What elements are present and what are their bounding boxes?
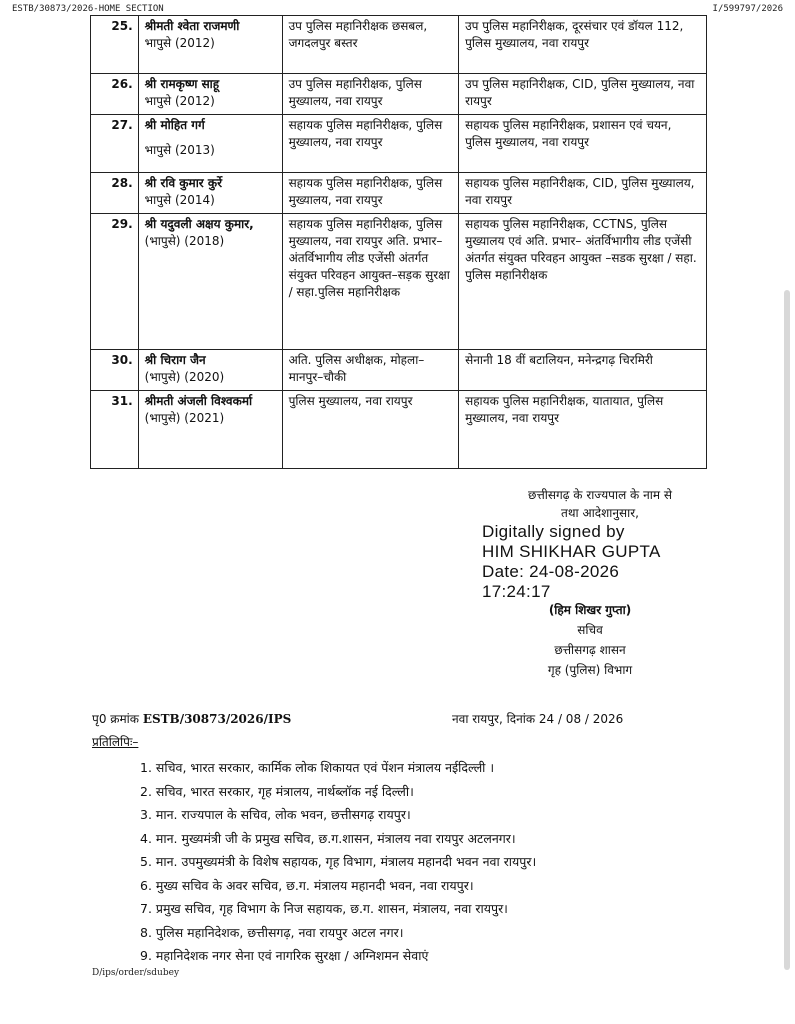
officer-service: भापुसे (2014) (144, 193, 215, 207)
officer-cell (138, 391, 282, 469)
order-authority (470, 486, 730, 522)
officer-name: श्री यदुवली अक्षय कुमार, (144, 217, 254, 231)
officer-service: भापुसे (2012) (144, 94, 215, 108)
scrollbar[interactable] (784, 290, 790, 970)
new-posting: उप पुलिस महानिरीक्षक, दूरसंचार एवं डॉयल 112, पुलिस मुख्यालय, नवा रायपुर (459, 16, 707, 74)
reference-prefix: पृ0 क्रमांक (92, 712, 139, 726)
copy-recipients-list (140, 756, 700, 968)
officer-service: भापुसे (2012) (144, 36, 215, 50)
order-authority-line1: छत्तीसगढ़ के राज्यपाल के नाम से (528, 488, 672, 502)
digital-signature-name: HIM SHIKHAR GUPTA (482, 542, 661, 561)
officer-name: श्री रामकृष्ण साहू (144, 77, 220, 91)
officer-cell (138, 16, 282, 74)
officer-service: भापुसे (2013) (144, 143, 215, 157)
list-item: 3. मान. राज्यपाल के सचिव, लोक भवन, छत्तीसगढ़ रायपुर। (140, 807, 411, 822)
officer-cell (138, 115, 282, 173)
officer-cell (138, 74, 282, 115)
new-posting: उप पुलिस महानिरीक्षक, CID, पुलिस मुख्यालय, नवा रायपुर (459, 74, 707, 115)
officer-service: (भापुसे) (2021) (144, 411, 225, 425)
new-posting: सेनानी 18 वीं बटालियन, मनेन्द्रगढ़ चिरमिरी (459, 350, 707, 391)
current-posting: अति. पुलिस अधीक्षक, मोहला–मानपुर–चौकी (282, 350, 459, 391)
new-posting: सहायक पुलिस महानिरीक्षक, प्रशासन एवं चयन, पुलिस मुख्यालय, नवा रायपुर (459, 115, 707, 173)
table-row (91, 173, 707, 214)
reference-number (92, 710, 291, 727)
table-row (91, 16, 707, 74)
table-row (91, 115, 707, 173)
list-item: 8. पुलिस महानिदेशक, छत्तीसगढ़, नवा रायपुर अटल नगर। (140, 924, 404, 940)
officer-cell (138, 173, 282, 214)
officer-name: श्रीमती श्वेता राजमणी (144, 19, 240, 33)
document-header-right: I/599797/2026 (712, 4, 783, 14)
signatory-block (490, 600, 690, 680)
list-item: 2. सचिव, भारत सरकार, गृह मंत्रालय, नार्थब्लॉक नई दिल्ली। (140, 783, 414, 799)
list-item: 6. मुख्य सचिव के अवर सचिव, छ.ग. मंत्रालय महानदी भवन, नवा रायपुर। (140, 877, 474, 893)
officer-name: श्री चिराग जैन (144, 353, 206, 367)
officer-name: श्री मोहित गर्ग (144, 118, 205, 132)
row-number: 26. (91, 74, 139, 115)
officer-service: (भापुसे) (2020) (144, 370, 225, 384)
digital-signature-time: 17:24:17 (482, 582, 551, 601)
reference-place-date: नवा रायपुर, दिनांक 24 / 08 / 2026 (452, 712, 624, 726)
officer-cell (138, 350, 282, 391)
officer-service: (भापुसे) (2018) (144, 234, 225, 248)
signatory-name: (हिम शिखर गुप्ता) (548, 603, 632, 617)
current-posting: पुलिस मुख्यालय, नवा रायपुर (282, 391, 459, 469)
row-number: 29. (91, 214, 139, 350)
table-row (91, 214, 707, 350)
reference-code: ESTB/30873/2026/IPS (142, 712, 292, 726)
officer-cell (138, 214, 282, 350)
row-number: 31. (91, 391, 139, 469)
transfer-table (90, 15, 707, 469)
row-number: 27. (91, 115, 139, 173)
table-row (91, 391, 707, 469)
current-posting: सहायक पुलिस महानिरीक्षक, पुलिस मुख्यालय, नवा रायपुर अति. प्रभार– अंतर्विभागीय लीड एजेंसी अंतर्गत संयुक्त परिवहन आयुक्त–सड़क सुरक्षा / सहा.पुलिस महानिरीक्षक (282, 214, 459, 350)
current-posting: उप पुलिस महानिरीक्षक छसबल, जगदलपुर बस्तर (282, 16, 459, 74)
list-item: 1. सचिव, भारत सरकार, कार्मिक लोक शिकायत एवं पेंशन मंत्रालय नईदिल्ली । (140, 760, 495, 775)
list-item: 9. महानिदेशक नगर सेना एवं नागरिक सुरक्षा / अग्निशमन सेवाएं (140, 948, 429, 963)
digital-signature-date: Date: 24-08-2026 (482, 562, 620, 581)
order-authority-line2: तथा आदेशानुसार, (561, 506, 639, 520)
signatory-designation: सचिव (577, 623, 603, 637)
footer-reference: D/ips/order/sdubey (92, 968, 180, 978)
list-item: 5. मान. उपमुख्यमंत्री के विशेष सहायक, गृह विभाग, मंत्रालय महानदी भवन नवा रायपुर। (140, 854, 537, 869)
officer-name: श्री रवि कुमार कुर्रे (144, 176, 223, 190)
new-posting: सहायक पुलिस महानिरीक्षक, CCTNS, पुलिस मुख्यालय एवं अति. प्रभार– अंतर्विभागीय लीड एजेंसी अंतर्गत संयुक्त परिवहन आयुक्त –सडक सुरक्षा / सहा. पुलिस महानिरीक्षक (459, 214, 707, 350)
signatory-department: गृह (पुलिस) विभाग (547, 663, 633, 677)
copy-to-heading: प्रतिलिपिः– (92, 735, 139, 749)
current-posting: सहायक पुलिस महानिरीक्षक, पुलिस मुख्यालय, नवा रायपुर (282, 173, 459, 214)
table-row (91, 74, 707, 115)
table-row (91, 350, 707, 391)
digital-signature (482, 522, 661, 602)
signatory-government: छत्तीसगढ़ शासन (554, 643, 626, 657)
officer-name: श्रीमती अंजली विश्वकर्मा (144, 394, 253, 408)
new-posting: सहायक पुलिस महानिरीक्षक, यातायात, पुलिस मुख्यालय, नवा रायपुर (459, 391, 707, 469)
current-posting: सहायक पुलिस महानिरीक्षक, पुलिस मुख्यालय, नवा रायपुर (282, 115, 459, 173)
row-number: 28. (91, 173, 139, 214)
list-item: 4. मान. मुख्यमंत्री जी के प्रमुख सचिव, छ.ग.शासन, मंत्रालय नवा रायपुर अटलनगर। (140, 830, 516, 846)
list-item: 7. प्रमुख सचिव, गृह विभाग के निज सहायक, छ.ग. शासन, मंत्रालय, नवा रायपुर। (140, 901, 508, 916)
new-posting: सहायक पुलिस महानिरीक्षक, CID, पुलिस मुख्यालय, नवा रायपुर (459, 173, 707, 214)
document-header-left: ESTB/30873/2026-HOME SECTION (12, 4, 164, 14)
current-posting: उप पुलिस महानिरीक्षक, पुलिस मुख्यालय, नवा रायपुर (282, 74, 459, 115)
row-number: 30. (91, 350, 139, 391)
row-number: 25. (91, 16, 139, 74)
digital-signature-line1: Digitally signed by (482, 522, 625, 541)
